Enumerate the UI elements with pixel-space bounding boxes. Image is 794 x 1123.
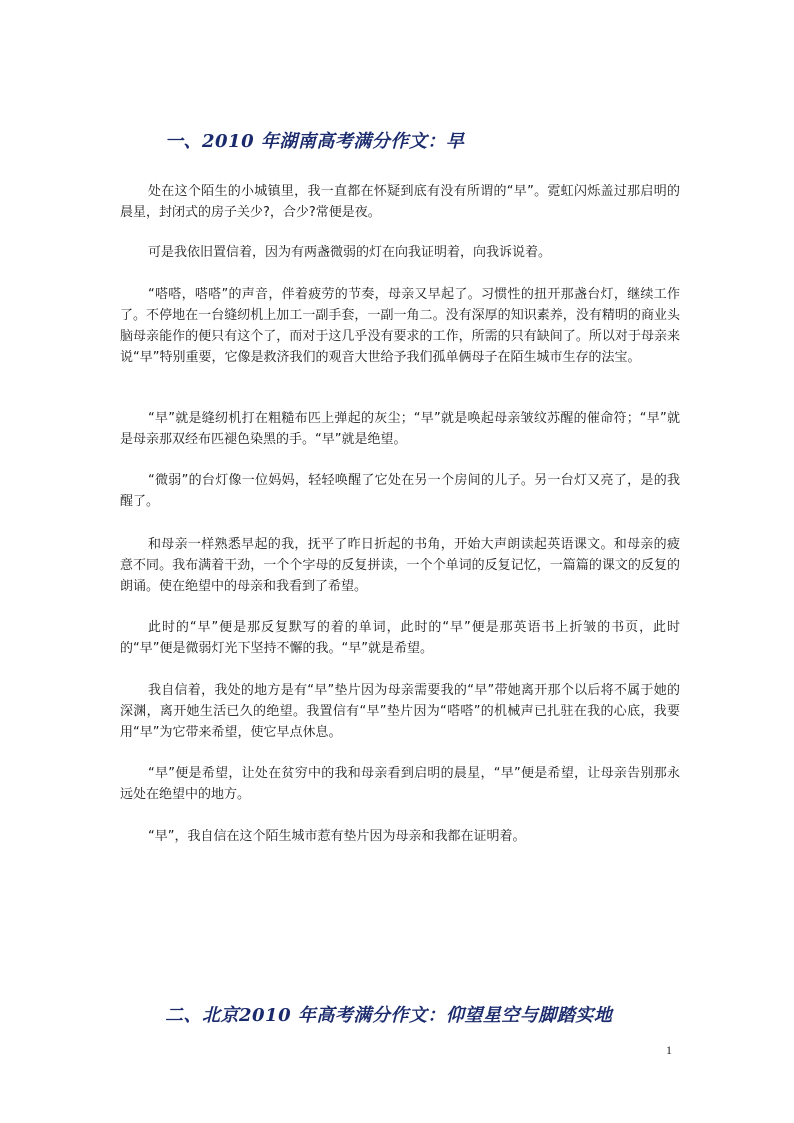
paragraph-10: “早”，我自信在这个陌生城市惹有垫片因为母亲和我都在证明着。 <box>148 829 526 844</box>
page-number: 1 <box>666 1043 672 1057</box>
section-1-title: 一、2010 年湖南高考满分作文：早 <box>165 131 465 152</box>
paragraph-7: 此时的“早”便是那反复默写的着的单词，此时的“早”便是那英语书上折皱的书页，此时的“早”便是微弱灯光下坚持不懈的我。“早”就是希望。 <box>120 620 680 656</box>
paragraph-9: “早”便是希望，让处在贫穷中的我和母亲看到启明的晨星，“早”便是希望，让母亲告别那永远处在绝望中的地方。 <box>120 766 680 802</box>
paragraph-5: “微弱”的台灯像一位妈妈，轻轻唤醒了它处在另一个房间的儿子。另一台灯又亮了，是的我醒了。 <box>120 473 680 509</box>
paragraph-1: 处在这个陌生的小城镇里，我一直都在怀疑到底有没有所谓的“早”。霓虹闪烁盖过那启明的晨星，封闭式的房子关少?，合少?常便是夜。 <box>120 184 680 220</box>
paragraph-3: “嗒嗒，嗒嗒”的声音，伴着疲劳的节奏，母亲又早起了。习惯性的扭开那盏台灯，继续工作了。不停地在一台缝纫机上加工一副手套，一副一角二。没有深厚的知识素养，没有精明的商业头脑母亲能作的便只有这个了，而对于这几乎没有要求的工作，所需的只有缺间了。所以对于母亲来说“早”特别重要，它像是救济我们的观音大世给予我们孤单俩母子在陌生城市生存的法宝。 <box>120 287 680 365</box>
section-2-title: 二、北京2010 年高考满分作文：仰望星空与脚踏实地 <box>165 1005 613 1026</box>
paragraph-8: 我自信着，我处的地方是有“早”垫片因为母亲需要我的“早”带她离开那个以后将不属于她的深渊，离开她生活已久的绝望。我置信有“早”垫片因为“嗒嗒”的机械声已扎驻在我的心底，我要用“早”为它带来希望，使它早点休息。 <box>120 683 680 740</box>
paragraph-6: 和母亲一样熟悉早起的我，抚平了昨日折起的书角，开始大声朗读起英语课文。和母亲的疲意不同。我布满着干劲，一个个字母的反复拼读，一个个单词的反复记忆，一篇篇的课文的反复的朗诵。使在绝望中的母亲和我看到了希望。 <box>120 537 680 594</box>
paragraph-2: 可是我依旧置信着，因为有两盏微弱的灯在向我证明着，向我诉说着。 <box>148 245 552 260</box>
paragraph-4: “早”就是缝纫机打在粗糙布匹上弹起的灰尘；“早”就是唤起母亲皱纹苏醒的催命符；“早”就是母亲那双经布匹褪色染黑的手。“早”就是绝望。 <box>120 411 680 447</box>
